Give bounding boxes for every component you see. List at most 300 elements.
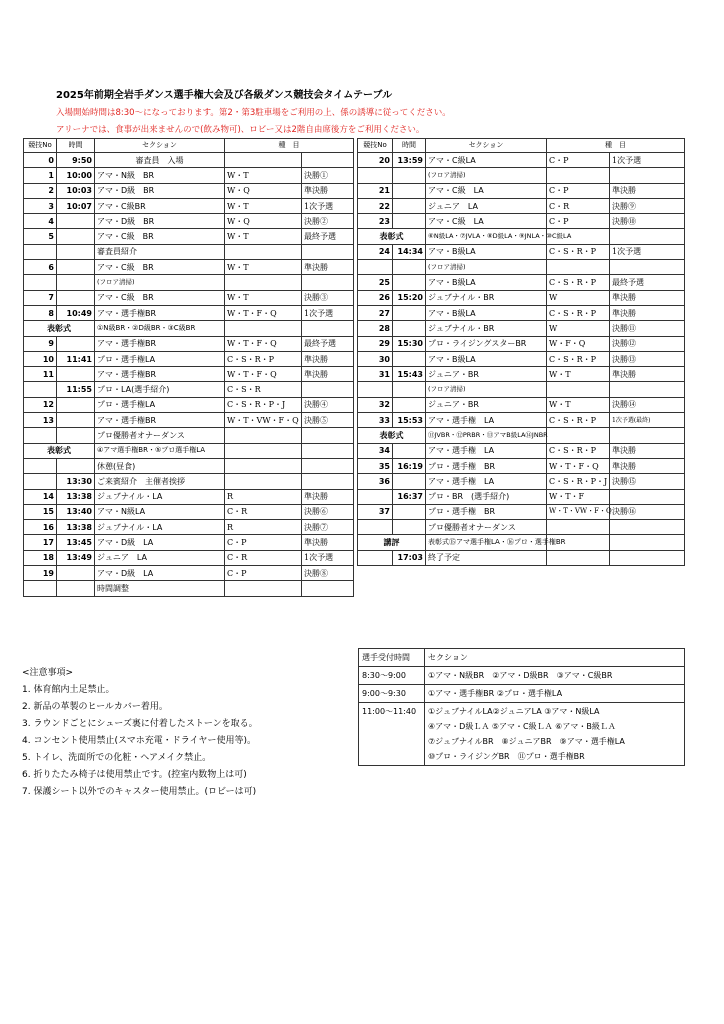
section-name: プロ優勝者オナーダンス xyxy=(426,520,547,535)
start-time xyxy=(57,214,95,229)
table-row xyxy=(358,504,685,519)
start-time xyxy=(57,275,95,290)
start-time xyxy=(393,305,426,320)
table-row xyxy=(24,336,354,351)
competition-no: 6 xyxy=(24,260,57,275)
round-name: 最終予選 xyxy=(610,275,685,290)
section-name: 審査員紹介 xyxy=(95,244,225,259)
section-name: プロ・選手権 BR xyxy=(426,458,547,473)
start-time xyxy=(57,413,95,428)
dance-events: W・F・Q xyxy=(547,336,610,351)
section-name: アマ・C級 LA xyxy=(426,214,547,229)
competition-no: 18 xyxy=(24,550,57,565)
start-time xyxy=(57,566,95,581)
table-header xyxy=(358,139,685,153)
table-row xyxy=(358,520,685,535)
table-row xyxy=(358,275,685,290)
round-name: 決勝⑬ xyxy=(610,351,685,366)
round-name: 決勝⑩ xyxy=(610,214,685,229)
start-time: 11:41 xyxy=(57,351,95,366)
dance-events: W xyxy=(547,321,610,336)
start-time xyxy=(57,229,95,244)
round-name: 決勝⑪ xyxy=(610,321,685,336)
dance-events: W・T・VW・F・Q xyxy=(225,413,302,428)
start-time: 13:40 xyxy=(57,504,95,519)
section-name: プロ・選手権LA xyxy=(95,351,225,366)
competition-no: 2 xyxy=(24,183,57,198)
dance-events: W・Q xyxy=(225,183,302,198)
start-time: 10:03 xyxy=(57,183,95,198)
caution-item: 4. コンセント使用禁止(スマホ充電・ドライヤー使用等)。 xyxy=(22,736,257,746)
table-row xyxy=(358,244,685,259)
caution-item: 1. 体育館内土足禁止。 xyxy=(22,685,115,695)
dance-events xyxy=(225,428,302,443)
reception-row xyxy=(359,685,685,703)
table-row xyxy=(358,397,685,412)
page-title: 2025年前期全岩手ダンス選手権大会及び各級ダンス競技会タイムテーブル xyxy=(56,90,393,101)
round-name xyxy=(610,550,685,565)
caution-item: 3. ラウンドごとにシューズ裏に付着したストーンを取る。 xyxy=(22,719,258,729)
table-row xyxy=(24,443,354,458)
section-name: (フロア清掃) xyxy=(426,382,547,397)
dance-events: C・S・R・P xyxy=(547,351,610,366)
dance-events: C・R xyxy=(547,198,610,213)
table-row xyxy=(358,351,685,366)
competition-no xyxy=(358,489,393,504)
dance-events: W・T xyxy=(225,229,302,244)
start-time xyxy=(57,397,95,412)
start-time xyxy=(393,214,426,229)
table-row xyxy=(24,535,354,550)
round-name: 準決勝 xyxy=(302,367,354,382)
round-name: 1次予選 xyxy=(302,550,354,565)
reception-header-time: 選手受付時間 xyxy=(359,649,425,667)
caution-item: 6. 折りたたみ椅子は使用禁止です。(控室内数物上は可) xyxy=(22,770,247,780)
dance-events: W・Q xyxy=(225,214,302,229)
table-row xyxy=(358,550,685,565)
section-name: アマ・選手権 LA xyxy=(426,413,547,428)
reception-table xyxy=(358,648,685,766)
table-row xyxy=(24,183,354,198)
table-row xyxy=(358,489,685,504)
dance-events: C・S・R・P xyxy=(547,413,610,428)
start-time: 13:38 xyxy=(57,520,95,535)
competition-no: 13 xyxy=(24,413,57,428)
section-name: (フロア清掃) xyxy=(426,168,547,183)
dance-events xyxy=(225,321,302,336)
section-name: アマ・B級LA xyxy=(426,351,547,366)
table-row xyxy=(24,367,354,382)
caution-item: 2. 新品の革製のヒールカバー着用。 xyxy=(22,702,168,712)
round-name: 決勝⑮ xyxy=(610,474,685,489)
dance-events: C・S・R xyxy=(225,382,302,397)
dance-events: C・S・R・P xyxy=(547,275,610,290)
section-name: 終了予定 xyxy=(426,550,547,565)
section-name: アマ・C級 BR xyxy=(95,290,225,305)
reception-line: ①ジュブナイルLA②ジュニアLA ③アマ・N級LA xyxy=(428,707,600,716)
table-row xyxy=(358,535,685,550)
competition-no: 8 xyxy=(24,305,57,320)
competition-no: 表彰式 xyxy=(358,428,426,443)
section-name: ご来賓紹介 主催者挨拶 xyxy=(95,474,225,489)
round-name xyxy=(610,520,685,535)
dance-events xyxy=(225,474,302,489)
table-row xyxy=(358,305,685,320)
section-name: アマ・D級 LA xyxy=(95,535,225,550)
dance-events: W・T・F・Q xyxy=(225,367,302,382)
section-name: アマ・C級LA xyxy=(426,153,547,168)
round-name xyxy=(610,428,685,443)
round-name xyxy=(302,428,354,443)
dance-events xyxy=(547,382,610,397)
dance-events: W xyxy=(547,290,610,305)
round-name: 最終予選 xyxy=(302,336,354,351)
dance-events: C・P xyxy=(547,153,610,168)
table-row xyxy=(24,321,354,336)
competition-no: 26 xyxy=(358,290,393,305)
table-row xyxy=(358,458,685,473)
competition-no: 25 xyxy=(358,275,393,290)
dance-events: W・T・F xyxy=(547,489,610,504)
competition-no: 36 xyxy=(358,474,393,489)
start-time: 13:30 xyxy=(57,474,95,489)
reception-line: ⑩プロ・ライジングBR ⑪プロ・選手権BR xyxy=(428,752,585,761)
round-name: 決勝⑭ xyxy=(610,397,685,412)
start-time: 15:43 xyxy=(393,367,426,382)
table-row xyxy=(24,290,354,305)
section-name: (フロア清掃) xyxy=(426,260,547,275)
table-row xyxy=(358,336,685,351)
section-name: アマ・D級 BR xyxy=(95,183,225,198)
section-name: ジュニア・BR xyxy=(426,397,547,412)
section-name: ジュニア・BR xyxy=(426,367,547,382)
start-time xyxy=(57,367,95,382)
entry-notice: 入場開始時間は8:30～になっております。第2・第3駐車場をご利用の上、係の誘導に従ってください。 xyxy=(56,108,451,118)
competition-no xyxy=(358,382,393,397)
start-time: 15:30 xyxy=(393,336,426,351)
section-name: ジュニア LA xyxy=(426,198,547,213)
reception-header-section: セクション xyxy=(425,649,685,667)
section-name: ⑥N級LA・⑦JVLA・⑧D級LA・⑨JNLA・⑩C級LA xyxy=(426,229,547,244)
section-name: 審査員 入場 xyxy=(95,153,225,168)
table-header xyxy=(24,139,354,153)
dance-events xyxy=(225,443,302,458)
competition-no: 21 xyxy=(358,183,393,198)
competition-no xyxy=(358,520,393,535)
dance-events: C・P xyxy=(547,183,610,198)
reception-row xyxy=(359,667,685,685)
competition-no: 12 xyxy=(24,397,57,412)
competition-no: 31 xyxy=(358,367,393,382)
competition-no: 16 xyxy=(24,520,57,535)
section-name: アマ・C級 LA xyxy=(426,183,547,198)
competition-no: 7 xyxy=(24,290,57,305)
reception-row xyxy=(359,703,685,766)
reception-line: ⑦ジュブナイルBR ⑧ジュニアBR ⑨アマ・選手権LA xyxy=(428,737,625,746)
round-name xyxy=(610,489,685,504)
start-time xyxy=(57,428,95,443)
table-row xyxy=(24,351,354,366)
start-time: 14:34 xyxy=(393,244,426,259)
competition-no xyxy=(24,244,57,259)
round-name: 決勝⑯ xyxy=(610,504,685,519)
round-name: 1次予選 xyxy=(610,244,685,259)
round-name: 1次予選 xyxy=(302,198,354,213)
start-time: 15:53 xyxy=(393,413,426,428)
section-name: プロ・ライジングスターBR xyxy=(426,336,547,351)
section-name: ジュニア LA xyxy=(95,550,225,565)
competition-no: 19 xyxy=(24,566,57,581)
start-time xyxy=(57,458,95,473)
reception-time: 11:00～11:40 xyxy=(359,703,425,766)
section-name: プロ・BR (選手紹介) xyxy=(426,489,547,504)
start-time xyxy=(393,474,426,489)
dance-events: W・T xyxy=(225,290,302,305)
dance-events: C・R xyxy=(225,504,302,519)
section-name: ジュブナイル・BR xyxy=(426,321,547,336)
competition-no: 33 xyxy=(358,413,393,428)
round-name xyxy=(302,153,354,168)
dance-events: C・S・R・P xyxy=(547,244,610,259)
start-time xyxy=(57,290,95,305)
dance-events xyxy=(225,581,302,596)
header-events: 種 目 xyxy=(547,139,685,153)
competition-no: 表彰式 xyxy=(358,229,426,244)
competition-no: 1 xyxy=(24,168,57,183)
start-time: 13:38 xyxy=(57,489,95,504)
section-name: ジュブナイル・BR xyxy=(426,290,547,305)
table-row xyxy=(24,413,354,428)
dance-events: W・T xyxy=(225,260,302,275)
header-section: セクション xyxy=(426,139,547,153)
round-name: 準決勝 xyxy=(302,351,354,366)
dance-events: C・S・R・P・J xyxy=(547,474,610,489)
start-time xyxy=(393,443,426,458)
round-name xyxy=(610,229,685,244)
reception-sections xyxy=(425,703,685,766)
table-row xyxy=(358,168,685,183)
table-row xyxy=(24,382,354,397)
reception-line: ①アマ・N級BR ②アマ・D級BR ③アマ・C級BR xyxy=(428,671,613,680)
section-name: ⑪JVBR・⑫PRBR・⑬アマB級LA⑭JNBR xyxy=(426,428,547,443)
dance-events: R xyxy=(225,520,302,535)
start-time: 10:07 xyxy=(57,198,95,213)
competition-no xyxy=(24,428,57,443)
reception-time: 8:30～9:00 xyxy=(359,667,425,685)
round-name: 準決勝 xyxy=(610,290,685,305)
start-time xyxy=(393,260,426,275)
table-row xyxy=(358,428,685,443)
competition-no: 22 xyxy=(358,198,393,213)
competition-no: 28 xyxy=(358,321,393,336)
start-time: 16:37 xyxy=(393,489,426,504)
competition-no: 表彰式 xyxy=(24,443,95,458)
round-name xyxy=(302,458,354,473)
table-row xyxy=(358,183,685,198)
competition-no: 30 xyxy=(358,351,393,366)
round-name: 準決勝 xyxy=(610,443,685,458)
start-time xyxy=(393,198,426,213)
competition-no: 23 xyxy=(358,214,393,229)
table-row xyxy=(24,458,354,473)
round-name xyxy=(610,382,685,397)
start-time xyxy=(393,183,426,198)
dance-events xyxy=(225,458,302,473)
table-row xyxy=(358,321,685,336)
start-time xyxy=(393,275,426,290)
competition-no: 17 xyxy=(24,535,57,550)
section-name: アマ・選手権BR xyxy=(95,305,225,320)
table-row xyxy=(24,198,354,213)
round-name xyxy=(302,474,354,489)
round-name: 準決勝 xyxy=(302,535,354,550)
section-name: プロ・LA(選手紹介) xyxy=(95,382,225,397)
section-name: プロ・選手権 BR xyxy=(426,504,547,519)
competition-no: 10 xyxy=(24,351,57,366)
round-name: 決勝⑦ xyxy=(302,520,354,535)
section-name: アマ・選手権BR xyxy=(95,367,225,382)
table-row xyxy=(24,397,354,412)
round-name: 決勝⑤ xyxy=(302,413,354,428)
round-name: 決勝⑫ xyxy=(610,336,685,351)
section-name: アマ・B級LA xyxy=(426,305,547,320)
section-name: プロ・選手権LA xyxy=(95,397,225,412)
section-name: ④アマ選手権BR・⑤プロ選手権LA xyxy=(95,443,225,458)
competition-no: 35 xyxy=(358,458,393,473)
section-name: アマ・B級LA xyxy=(426,244,547,259)
section-name: アマ・選手権BR xyxy=(95,336,225,351)
start-time xyxy=(393,351,426,366)
round-name: 決勝⑧ xyxy=(302,566,354,581)
dance-events: W・T xyxy=(547,367,610,382)
round-name xyxy=(302,244,354,259)
schedule-table-right xyxy=(357,138,685,566)
section-name: 表彰式⑮アマ選手権LA・⑯プロ・選手権BR xyxy=(426,535,547,550)
caution-item: 7. 保護シート以外でのキャスター使用禁止。(ロビーは可) xyxy=(22,787,257,797)
dance-events xyxy=(225,244,302,259)
round-name xyxy=(610,168,685,183)
section-name: ジュブナイル・LA xyxy=(95,489,225,504)
start-time xyxy=(393,397,426,412)
dance-events xyxy=(547,520,610,535)
section-name: アマ・選手権BR xyxy=(95,413,225,428)
reception-line: ①アマ・選手権BR ②プロ・選手権LA xyxy=(428,689,563,698)
table-row xyxy=(358,443,685,458)
dance-events: W・T・VW・F・Q xyxy=(547,504,610,519)
round-name: 準決勝 xyxy=(302,489,354,504)
round-name: 決勝③ xyxy=(302,290,354,305)
competition-no: 20 xyxy=(358,153,393,168)
section-name: アマ・D級 BR xyxy=(95,214,225,229)
start-time xyxy=(57,336,95,351)
table-row xyxy=(358,198,685,213)
table-row xyxy=(24,214,354,229)
header-no: 競技No xyxy=(24,139,57,153)
table-row xyxy=(24,489,354,504)
round-name: 準決勝 xyxy=(302,183,354,198)
dance-events: W・T xyxy=(225,198,302,213)
dance-events: C・P xyxy=(225,566,302,581)
caution-heading: <注意事項> xyxy=(22,668,74,678)
section-name: アマ・N級LA xyxy=(95,504,225,519)
table-row xyxy=(358,153,685,168)
start-time: 13:59 xyxy=(393,153,426,168)
round-name xyxy=(302,321,354,336)
table-row xyxy=(358,367,685,382)
header-section: セクション xyxy=(95,139,225,153)
section-name: ①N級BR・②D級BR・③C級BR xyxy=(95,321,225,336)
caution-list xyxy=(22,665,258,801)
section-name: アマ・選手権 LA xyxy=(426,443,547,458)
round-name: 1次予選 xyxy=(302,305,354,320)
round-name: 決勝① xyxy=(302,168,354,183)
competition-no xyxy=(358,550,393,565)
reception-sections xyxy=(425,667,685,685)
section-name: (フロア清掃) xyxy=(95,275,225,290)
table-row xyxy=(24,229,354,244)
competition-no: 9 xyxy=(24,336,57,351)
table-row xyxy=(24,305,354,320)
round-name xyxy=(302,443,354,458)
table-row xyxy=(24,244,354,259)
section-name: アマ・B級LA xyxy=(426,275,547,290)
table-row xyxy=(24,474,354,489)
round-name xyxy=(302,581,354,596)
dance-events: C・S・R・P xyxy=(225,351,302,366)
competition-no: 5 xyxy=(24,229,57,244)
round-name: 最終予選 xyxy=(302,229,354,244)
start-time xyxy=(393,321,426,336)
table-row xyxy=(358,229,685,244)
dance-events: W・T・F・Q xyxy=(547,458,610,473)
header-no: 競技No xyxy=(358,139,393,153)
start-time xyxy=(393,520,426,535)
round-name: 1次予選(最終) xyxy=(610,413,685,428)
start-time: 9:50 xyxy=(57,153,95,168)
table-row xyxy=(24,550,354,565)
dance-events: C・P xyxy=(225,535,302,550)
competition-no: 24 xyxy=(358,244,393,259)
start-time: 11:55 xyxy=(57,382,95,397)
section-name: アマ・C級 BR xyxy=(95,229,225,244)
header-events: 種 目 xyxy=(225,139,354,153)
table-row xyxy=(358,214,685,229)
competition-no xyxy=(24,275,57,290)
table-row xyxy=(358,474,685,489)
table-row xyxy=(358,413,685,428)
dance-events xyxy=(547,428,610,443)
round-name xyxy=(302,382,354,397)
competition-no xyxy=(24,474,57,489)
round-name: 決勝⑨ xyxy=(610,198,685,213)
competition-no xyxy=(24,382,57,397)
start-time: 17:03 xyxy=(393,550,426,565)
start-time: 16:19 xyxy=(393,458,426,473)
round-name xyxy=(610,535,685,550)
table-row xyxy=(24,153,354,168)
round-name: 1次予選 xyxy=(610,153,685,168)
dance-events: C・P xyxy=(547,214,610,229)
round-name: 決勝④ xyxy=(302,397,354,412)
competition-no: 0 xyxy=(24,153,57,168)
round-name: 決勝② xyxy=(302,214,354,229)
competition-no xyxy=(24,581,57,596)
reception-sections xyxy=(425,685,685,703)
dance-events: C・R xyxy=(225,550,302,565)
round-name: 準決勝 xyxy=(610,305,685,320)
competition-no: 15 xyxy=(24,504,57,519)
competition-no: 11 xyxy=(24,367,57,382)
